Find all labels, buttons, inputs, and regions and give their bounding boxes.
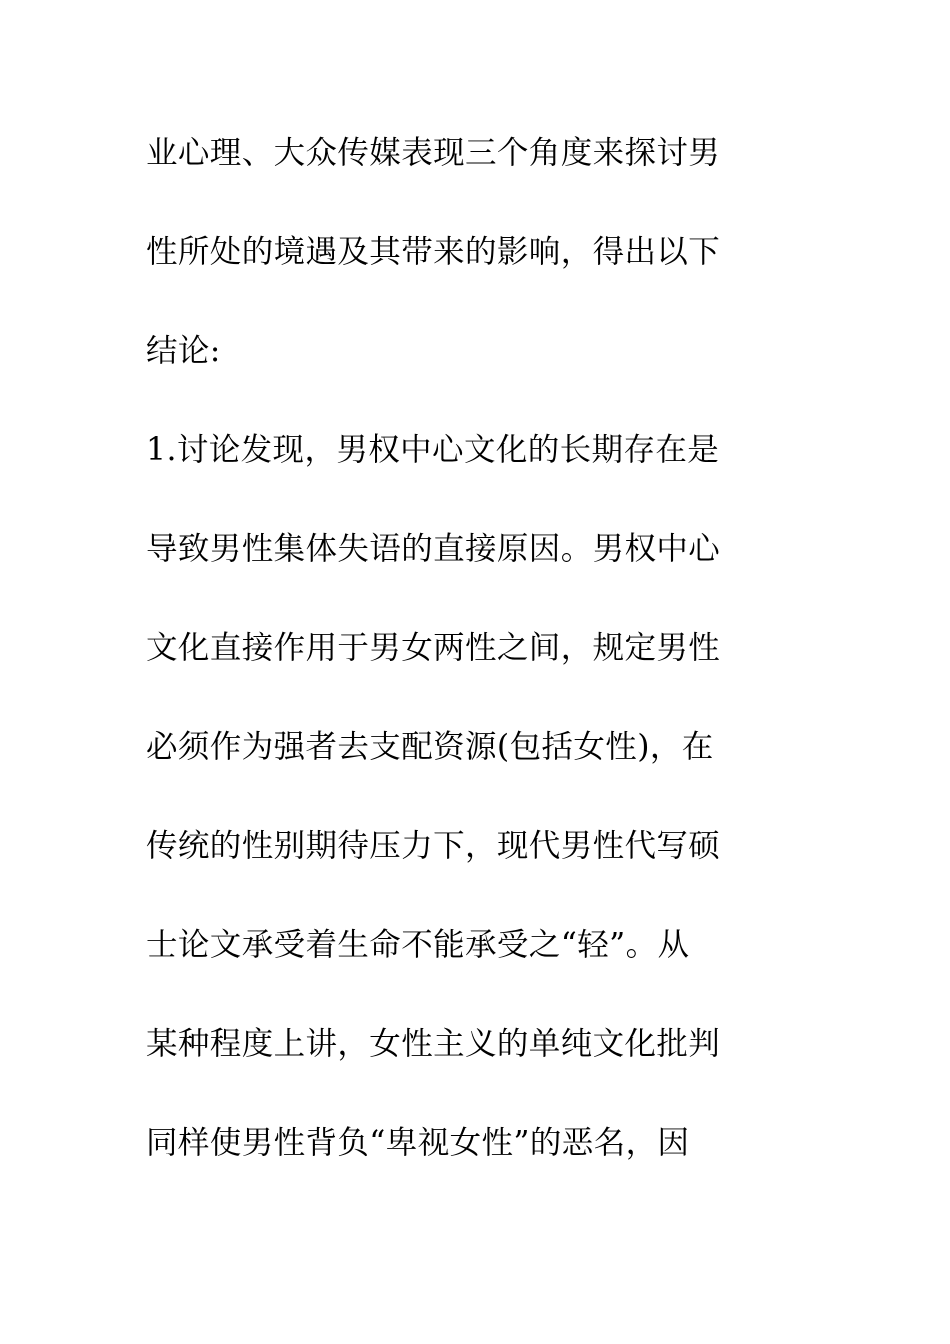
text-line: 结论: <box>146 333 221 369</box>
text-line: 导致男性集体失语的直接原因。男权中心 <box>146 531 721 567</box>
body-text <box>146 128 786 1217</box>
text-line: 传统的性别期待压力下，现代男性代写硕 <box>146 828 721 864</box>
text-line: 同样使男性背负“卑视女性”的恶名，因 <box>146 1125 690 1161</box>
text-line: 必须作为强者去支配资源(包括女性)，在 <box>146 729 714 765</box>
text-line: 1.讨论发现，男权中心文化的长期存在是 <box>146 432 720 468</box>
text-line: 文化直接作用于男女两性之间，规定男性 <box>146 630 721 666</box>
text-line: 某种程度上讲，女性主义的单纯文化批判 <box>146 1026 721 1062</box>
text-line: 性所处的境遇及其带来的影响，得出以下 <box>146 234 721 270</box>
text-line: 士论文承受着生命不能承受之“轻”。从 <box>146 927 690 963</box>
text-line: 业心理、大众传媒表现三个角度来探讨男 <box>146 135 721 171</box>
